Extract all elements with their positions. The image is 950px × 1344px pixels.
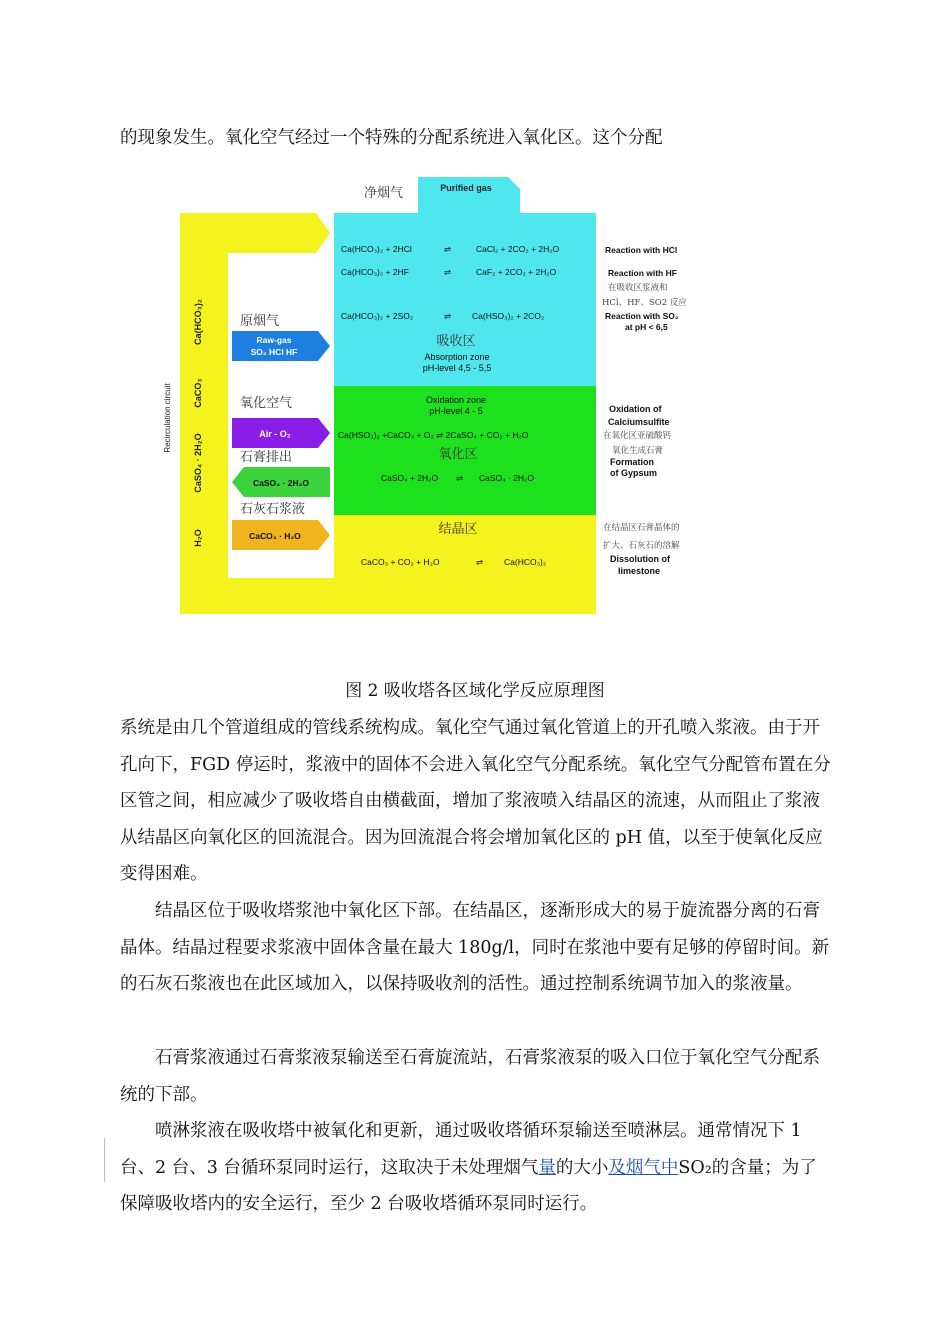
paragraph-4-part-b: 的大小 bbox=[555, 1157, 609, 1178]
col-label-caco3: CaCO₃ bbox=[193, 378, 203, 408]
abs-eq3-arrow: ⇌ bbox=[444, 311, 452, 321]
abs-zone-ph: pH-level 4,5 - 5,5 bbox=[422, 363, 492, 373]
gypsum-out-en: CaSO₄ · 2H₂O bbox=[252, 478, 310, 488]
air-cn: 氧化空气 bbox=[240, 396, 293, 411]
right-dis1: Dissolution of bbox=[610, 554, 670, 564]
right-dis2: limestone bbox=[618, 566, 661, 576]
paragraph-2: 结晶区位于吸收塔浆池中氧化区下部。在结晶区，逐渐形成大的易于旋流器分离的石膏晶体。结晶过程要求浆液中固体含量在最大 180g/l，同时在浆池中要有足够的停留时间。新的石灰石浆液也在此区域加入，以保持吸收剂的活性。通过控制系统调节加入的浆液量。 bbox=[120, 901, 830, 994]
right-ox2: Calciumsulfite bbox=[608, 417, 670, 427]
link-flue-gas[interactable]: 及烟气中 bbox=[608, 1157, 679, 1178]
paragraph-4-part-c: SO₂的含量；为了保障吸收塔内的安全运行，至少 2 台吸收塔循环泵同时运行。 bbox=[120, 1157, 817, 1214]
abs-eq1-left: Ca(HCO₃)₂ + 2HCl bbox=[341, 244, 412, 254]
paragraph-1: 系统是由几个管道组成的管线系统构成。氧化空气通过氧化管道上的开孔喷入浆液。由于开孔向下，FGD 停运时，浆液中的固体不会进入氧化空气分配系统。氧化空气分配管布置在分区管之间，相应减少了吸收塔自由横截面，增加了浆液喷入结晶区的流速，从而阻止了浆液从结晶区向氧化区的回流混合。因为回流混合将会增加氧化区的 pH 值，以至于使氧化反应变得困难。 bbox=[120, 718, 831, 884]
absorber-diagram bbox=[0, 0, 950, 660]
abs-eq2-right: CaF₂ + 2CO₂ + 2H₂O bbox=[476, 267, 557, 277]
cry-eq-arrow: ⇌ bbox=[476, 557, 484, 567]
abs-zone-en: Absorption zone bbox=[424, 352, 490, 362]
abs-eq3-left: Ca(HCO₃)₂ + 2SO₂ bbox=[341, 311, 414, 321]
abs-eq2-left: Ca(HCO₃)₂ + 2HF bbox=[341, 267, 409, 277]
recirculation-label: Recirculation circuit bbox=[163, 383, 172, 453]
raw-gas-en2: SO₂ HCl HF bbox=[250, 347, 298, 357]
col-label-h2o: H₂O bbox=[193, 529, 203, 547]
col-label-cahco3: Ca(HCO₃)₂ bbox=[193, 299, 203, 345]
right-cn6: 扩大、石灰石的溶解 bbox=[603, 541, 680, 551]
cry-eq-right: Ca(HCO₃)₂ bbox=[504, 557, 547, 567]
link-volume[interactable]: 量 bbox=[538, 1157, 556, 1178]
figure-caption: 图 2 吸收塔各区域化学反应原理图 bbox=[345, 681, 605, 701]
raw-gas-en1: Raw-gas bbox=[256, 335, 292, 345]
abs-eq1-right: CaCl₂ + 2CO₂ + 2H₂O bbox=[476, 244, 560, 254]
oxi-eq2-left: CaSO₄ + 2H₂O bbox=[381, 473, 439, 483]
abs-eq1-arrow: ⇌ bbox=[444, 244, 452, 254]
right-cn3: 在氧化区亚硫酸钙 bbox=[603, 431, 672, 441]
right-ox1: Oxidation of bbox=[609, 404, 662, 414]
abs-eq3-right: Ca(HSO₃)₂ + 2CO₂ bbox=[472, 311, 545, 321]
paragraph-3: 石膏浆液通过石膏浆液泵输送至石膏旋流站，石膏浆液泵的吸入口位于氧化空气分配系统的下部。 bbox=[120, 1048, 820, 1105]
raw-gas-cn: 原烟气 bbox=[240, 314, 280, 329]
paragraph-4-part-a: 喷淋浆液在吸收塔中被氧化和更新，通过吸收塔循环泵输送至喷淋层。通常情况下 1 台、2 台、3 台循环泵同时运行，这取决于未处理烟气 bbox=[120, 1121, 802, 1178]
cry-eq-left: CaCO₃ + CO₂ + H₂O bbox=[361, 557, 440, 567]
right-cn2: HCl、HF、SO2 反应 bbox=[602, 298, 687, 308]
gypsum-out-cn: 石膏排出 bbox=[240, 450, 293, 465]
right-cn5: 在结晶区石膏晶体的 bbox=[603, 523, 680, 533]
abs-eq2-arrow: ⇌ bbox=[444, 267, 452, 277]
purified-gas-label: Purified gas bbox=[440, 183, 492, 193]
abs-zone-cn: 吸收区 bbox=[436, 334, 476, 349]
oxi-zone-en: Oxidation zone bbox=[425, 395, 487, 405]
margin-change-bar bbox=[104, 1138, 105, 1182]
right-form: Formation bbox=[610, 457, 654, 467]
right-cn4: 氧化生成石膏 bbox=[612, 446, 664, 456]
col-label-caso4: CaSO₄ · 2H₂O bbox=[193, 433, 203, 493]
purified-gas-cn: 净烟气 bbox=[364, 186, 404, 201]
right-hcl: Reaction with HCl bbox=[605, 245, 678, 255]
right-gyp: of Gypsum bbox=[610, 468, 658, 478]
right-so2b: at pH < 6,5 bbox=[625, 322, 668, 332]
limestone-en: CaCO₃ · H₂O bbox=[249, 531, 301, 541]
right-cn1: 在吸收区浆液和 bbox=[608, 283, 668, 293]
oxi-zone-ph: pH-level 4 - 5 bbox=[429, 406, 483, 416]
oxi-eq2-right: CaSO₄ · 2H₂O bbox=[479, 473, 534, 483]
paragraph-top: 的现象发生。氧化空气经过一个特殊的分配系统进入氧化区。这个分配 bbox=[120, 128, 663, 148]
right-hf: Reaction with HF bbox=[608, 268, 677, 278]
air-en: Air - O₂ bbox=[259, 429, 291, 439]
cry-zone-cn: 结晶区 bbox=[438, 522, 478, 537]
paragraph-4 bbox=[120, 1113, 832, 1223]
right-so2a: Reaction with SO₂ bbox=[605, 311, 679, 321]
oxi-eq1: Ca(HSO₃)₂ +CaCO₃ + O₂ ⇌ 2CaSO₄ + CO₂ + H₂O bbox=[338, 430, 529, 440]
oxi-eq2-arrow: ⇌ bbox=[456, 473, 464, 483]
oxi-zone-cn: 氧化区 bbox=[438, 447, 478, 462]
limestone-cn: 石灰石浆液 bbox=[240, 502, 306, 517]
